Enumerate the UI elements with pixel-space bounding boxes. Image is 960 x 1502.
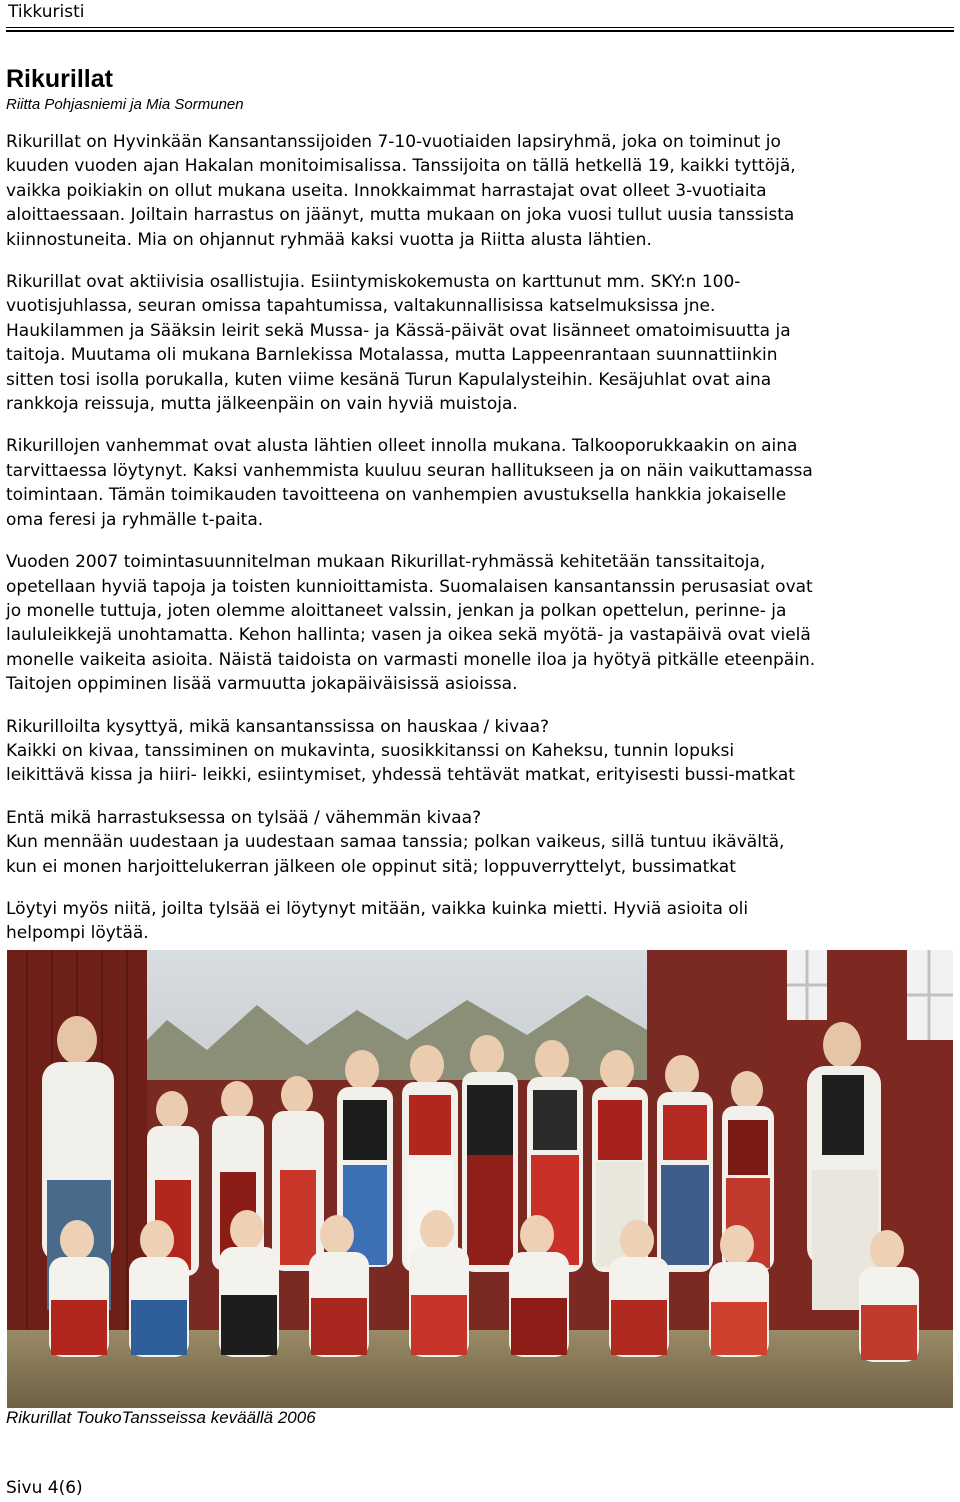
paragraph-line: toimintaan. Tämän toimikauden tavoitteena on vanhempien avustuksella hankkia jokaiselle (6, 485, 787, 506)
article-paragraph (6, 897, 946, 946)
paragraph-line: vuotisjuhlassa, seuran omissa tapahtumissa, valtakunnallisissa katselmuksissa jne. (6, 296, 716, 317)
paragraph-line: Kaikki on kivaa, tanssiminen on mukavinta, suosikkitanssi on Kaheksu, tunnin lopuksi (6, 740, 735, 761)
header-rule-thin (6, 27, 954, 28)
paragraph-line: aloittaessaan. Joiltain harrastus on jäänyt, mutta mukaan on joka vuosi tullut uusia tanssista (6, 205, 795, 226)
article-paragraph (6, 434, 946, 532)
paragraph-line: Vuoden 2007 toimintasuunnitelman mukaan Rikurillat-ryhmässä kehitetään tanssitaitoja, (6, 552, 766, 573)
paragraph-line: opetellaan hyviä tapoja ja toisten kunnioittamista. Suomalaisen kansantanssin perusasiat ovat (6, 576, 813, 597)
photo-caption: Rikurillat ToukoTansseissa keväällä 2006 (6, 1408, 316, 1427)
paragraph-line: kuuden vuoden ajan Hakalan monitoimisalissa. Tanssijoita on tällä hetkellä 19, kaikki tyttöjä, (6, 156, 796, 177)
paragraph-line: tarvittaessa löytynyt. Kaksi vanhemmista kuuluu seuran hallitukseen ja on näin vaikuttamassa (6, 460, 813, 481)
paragraph-line: Rikurilloilta kysyttyä, mikä kansantanssissa on hauskaa / kivaa? (6, 716, 550, 737)
paragraph-line: leikittävä kissa ja hiiri- leikki, esiintymiset, yhdessä tehtävät matkat, erityisesti bussi-matkat (6, 765, 795, 786)
header-rule-thick (6, 30, 954, 32)
group-photo-illustration (7, 950, 953, 1408)
paragraph-line: jo monelle tuttuja, joten olemme aloittaneet valssin, jenkan ja polkan opettelun, perinne- ja (6, 600, 787, 621)
paragraph-line: taitoja. Muutama oli mukana Barnlekissa Motalassa, mutta Lappeenrantaan suunnattiinkin (6, 345, 778, 366)
paragraph-line: sitten tosi isolla porukalla, kuten viime kesänä Turun Kapulalysteihin. Kesäjuhlat ovat aina (6, 369, 772, 390)
paragraph-line: oma feresi ja ryhmälle t-paita. (6, 509, 264, 530)
article-body (6, 130, 946, 946)
paragraph-line: kiinnostuneita. Mia on ohjannut ryhmää kaksi vuotta ja Riitta alusta lähtien. (6, 229, 652, 250)
paragraph-line: Rikurillat on Hyvinkään Kansantanssijoiden 7-10-vuotiaiden lapsiryhmä, joka on toiminut jo (6, 132, 781, 152)
paragraph-line: helpompi löytää. (6, 923, 149, 944)
article-content (6, 62, 946, 964)
article-paragraph (6, 806, 946, 879)
paragraph-line: Haukilammen ja Sääksin leirit sekä Mussa- ja Kässä-päivät ovat lisänneet omatoimisuutta ja (6, 320, 791, 341)
article-paragraph (6, 550, 946, 696)
paragraph-line: Kun mennään uudestaan ja uudestaan samaa tanssia; polkan vaikeus, sillä tuntuu ikävältä, (6, 832, 785, 853)
publication-title: Tikkuristi (8, 2, 85, 22)
paragraph-line: rankkoja reissuja, mutta jälkeenpäin on vain hyviä muistoja. (6, 394, 518, 415)
paragraph-line: Entä mikä harrastuksessa on tylsää / vähemmän kivaa? (6, 807, 482, 828)
paragraph-line: vaikka poikiakin on ollut mukana useita. Innokkaimmat harrastajat ovat olleet 3-vuotiaita (6, 180, 767, 201)
paragraph-line: laululeikkejä unohtamatta. Kehon hallinta; vasen ja oikea sekä myötä- ja vastapäivä ovat vielä (6, 625, 811, 646)
article-authors: Riitta Pohjasniemi ja Mia Sormunen (6, 96, 244, 113)
page-number: Sivu 4(6) (6, 1478, 83, 1498)
article-title: Rikurillat (6, 65, 113, 93)
paragraph-line: Taitojen oppiminen lisää varmuutta jokapäiväisissä asioissa. (6, 674, 518, 695)
paragraph-line: kun ei monen harjoittelukerran jälkeen ole oppinut sitä; loppuverryttelyt, bussimatkat (6, 856, 736, 877)
paragraph-line: monelle vaikeita asioita. Näistä taidoista on varmasti monelle iloa ja hyötyä pitkälle eteenpäin. (6, 649, 816, 670)
page-header (6, 0, 954, 30)
paragraph-line: Löytyi myös niitä, joilta tylsää ei löytynyt mitään, vaikka kuinka mietti. Hyviä asioita oli (6, 898, 749, 919)
group-photo (7, 950, 953, 1408)
article-paragraph (6, 270, 946, 416)
article-paragraph (6, 715, 946, 788)
article-paragraph (6, 130, 946, 252)
paragraph-line: Rikurillojen vanhemmat ovat alusta lähtien olleet innolla mukana. Talkooporukkaakin on aina (6, 436, 798, 457)
paragraph-line: Rikurillat ovat aktiivisia osallistujia. Esiintymiskokemusta on karttunut mm. SKY:n 100- (6, 272, 741, 293)
